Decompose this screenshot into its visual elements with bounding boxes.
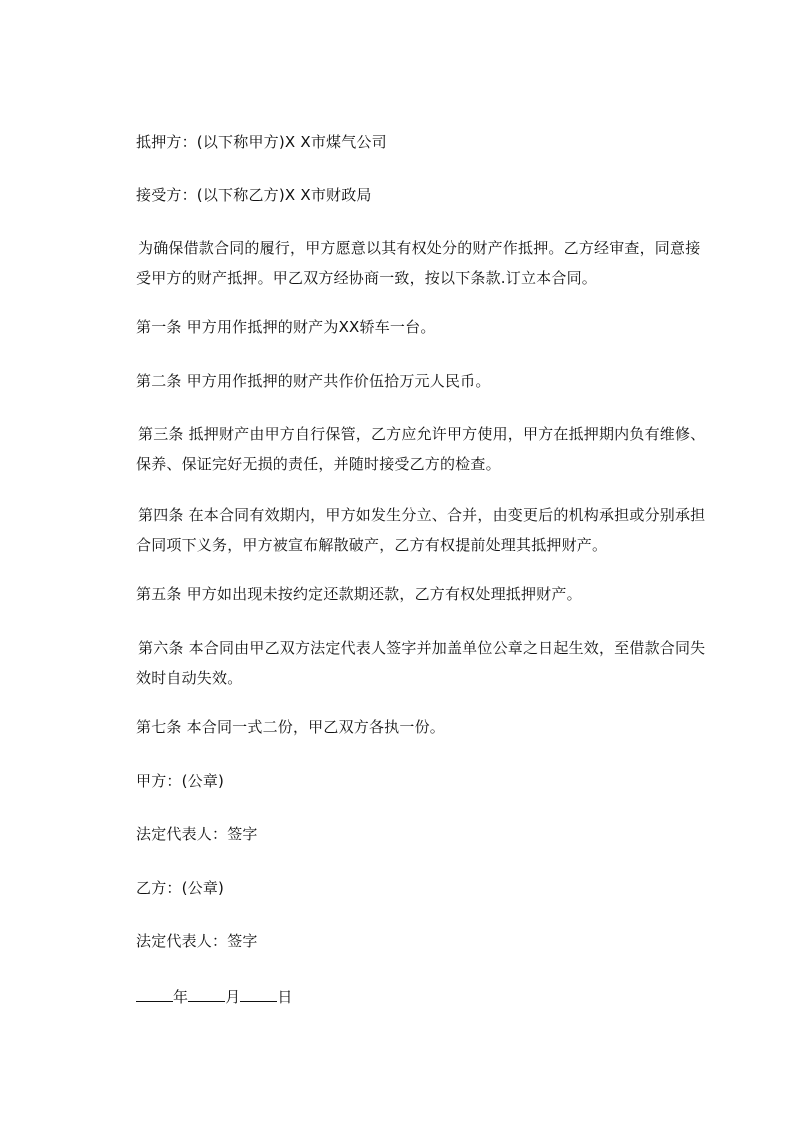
month-blank: [188, 985, 225, 1002]
day-label: 日: [277, 988, 293, 1006]
party-b-representative: 法定代表人：签字: [136, 932, 258, 950]
article-2: 第二条 甲方用作抵押的财产共作价伍拾万元人民币。: [136, 372, 491, 390]
month-label: 月: [225, 988, 241, 1006]
year-label: 年: [173, 988, 189, 1006]
article-5: 第五条 甲方如出现未按约定还款期还款，乙方有权处理抵押财产。: [136, 585, 582, 603]
preamble-paragraph: 为确保借款合同的履行，甲方愿意以其有权处分的财产作抵押。乙方经审查，同意接受甲方的财产抵押。甲乙双方经协商一致，按以下条款.订立本合同。: [136, 239, 701, 287]
day-blank: [240, 985, 277, 1002]
article-6: 第六条 本合同由甲乙双方法定代表人签字并加盖单位公章之日起生效，至借款合同失效时自动失效。: [136, 639, 706, 687]
article-7: 第七条 本合同一式二份，甲乙双方各执一份。: [136, 718, 445, 736]
mortgagee-line: 接受方：(以下称乙方)X X市财政局: [136, 186, 372, 204]
party-b-seal: 乙方：(公章): [136, 879, 225, 897]
year-blank: [136, 985, 173, 1002]
party-a-representative: 法定代表人：签字: [136, 825, 258, 843]
party-a-seal: 甲方：(公章): [136, 772, 225, 790]
mortgagor-line: 抵押方：(以下称甲方)X X市煤气公司: [136, 133, 387, 151]
article-4: 第四条 在本合同有效期内，甲方如发生分立、合并，由变更后的机构承担或分别承担合同项下义务，甲方被宣布解散破产，乙方有权提前处理其抵押财产。: [136, 506, 706, 554]
article-3: 第三条 抵押财产由甲方自行保管，乙方应允许甲方使用，甲方在抵押期内负有维修、保养、保证完好无损的责任，并随时接受乙方的检查。: [136, 425, 706, 473]
article-1: 第一条 甲方用作抵押的财产为XX轿车一台。: [136, 318, 436, 336]
date-line: [136, 985, 293, 1007]
